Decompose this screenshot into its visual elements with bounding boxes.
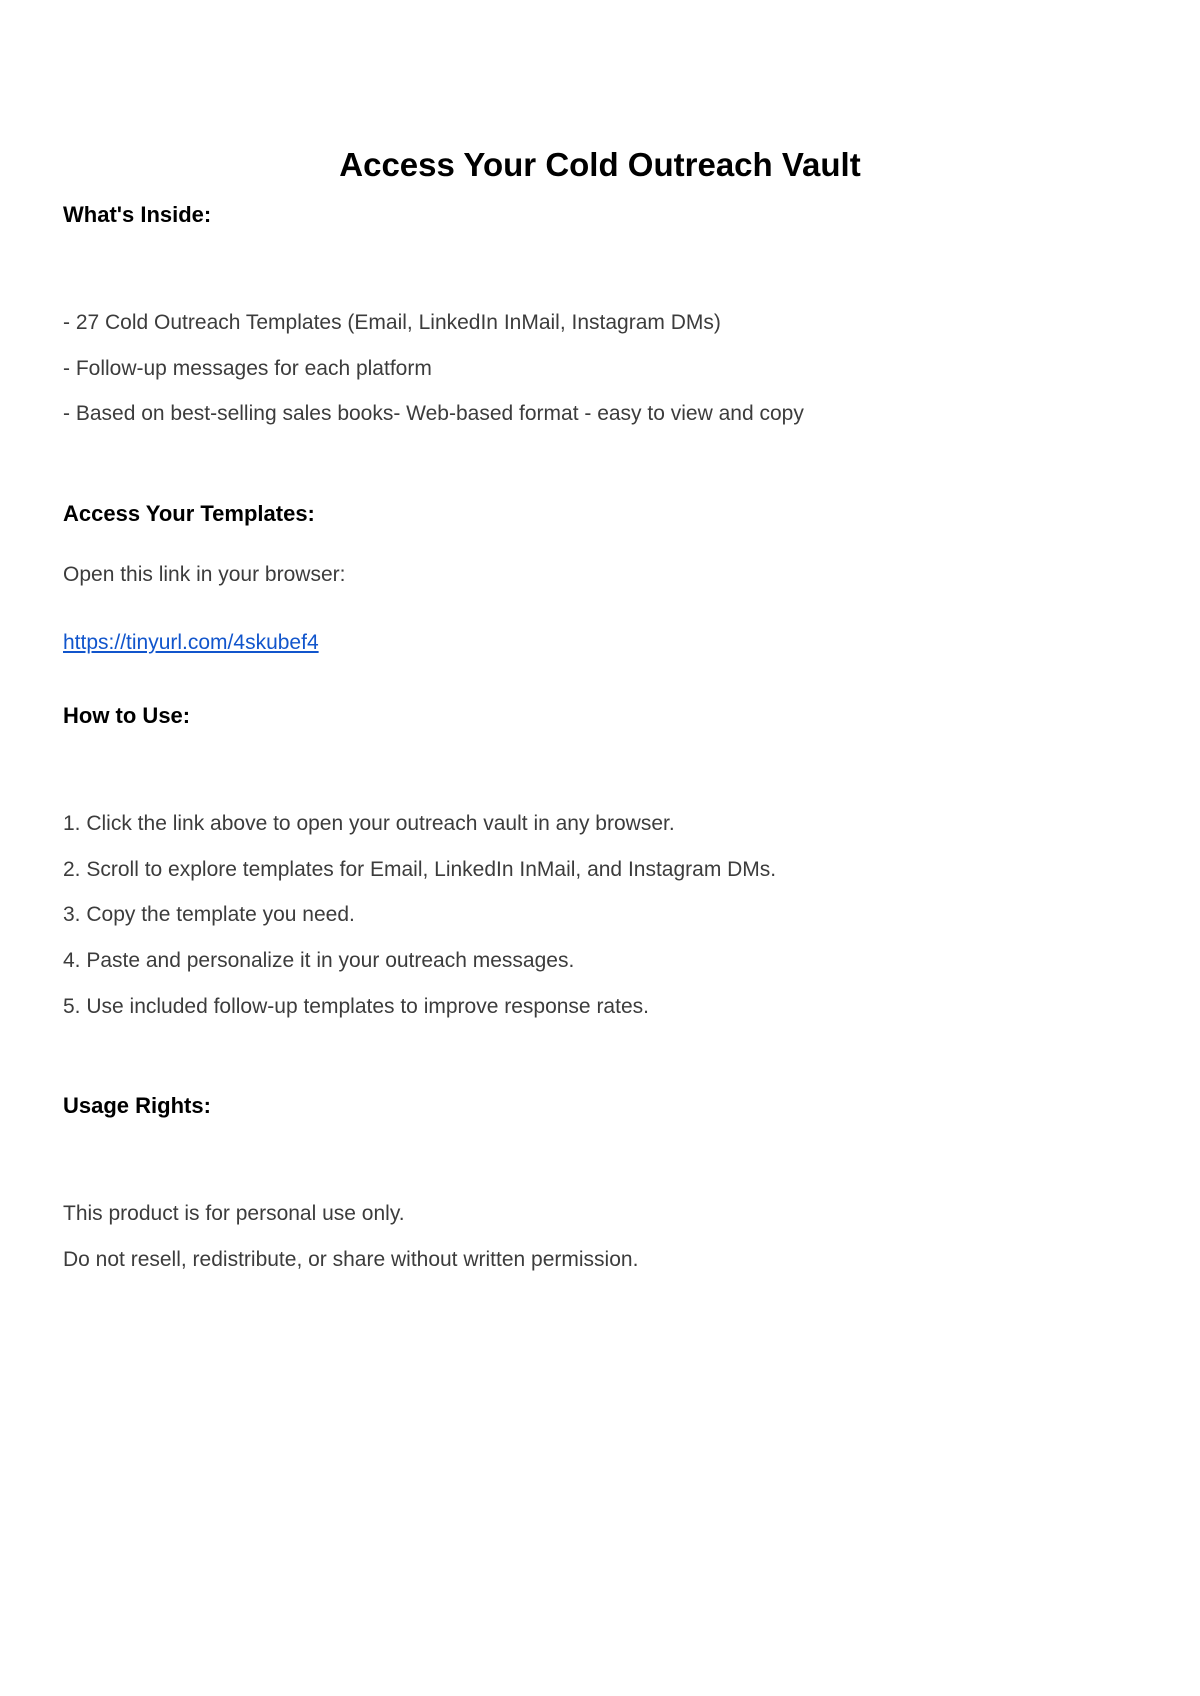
open-link-instruction: Open this link in your browser:	[63, 563, 346, 586]
step-1: 1. Click the link above to open your outreach vault in any browser.	[63, 812, 675, 835]
usage-rights-heading: Usage Rights:	[63, 1093, 211, 1118]
vault-link[interactable]: https://tinyurl.com/4skubef4	[63, 631, 319, 654]
inside-item-follow-up: - Follow-up messages for each platform	[63, 357, 432, 380]
inside-item-templates: - 27 Cold Outreach Templates (Email, LinkedIn InMail, Instagram DMs)	[63, 311, 721, 334]
whats-inside-heading: What's Inside:	[63, 202, 212, 227]
usage-rights-line-1: This product is for personal use only.	[63, 1202, 405, 1225]
step-3: 3. Copy the template you need.	[63, 903, 355, 926]
how-to-use-heading: How to Use:	[63, 703, 191, 728]
inside-item-based-on: - Based on best-selling sales books- Web-based format - easy to view and copy	[63, 402, 804, 425]
step-4: 4. Paste and personalize it in your outreach messages.	[63, 949, 575, 972]
usage-rights-line-2: Do not resell, redistribute, or share without written permission.	[63, 1248, 639, 1271]
document-title: Access Your Cold Outreach Vault	[339, 146, 861, 183]
step-5: 5. Use included follow-up templates to improve response rates.	[63, 995, 649, 1018]
step-2: 2. Scroll to explore templates for Email, LinkedIn InMail, and Instagram DMs.	[63, 858, 777, 881]
access-templates-heading: Access Your Templates:	[63, 501, 315, 526]
